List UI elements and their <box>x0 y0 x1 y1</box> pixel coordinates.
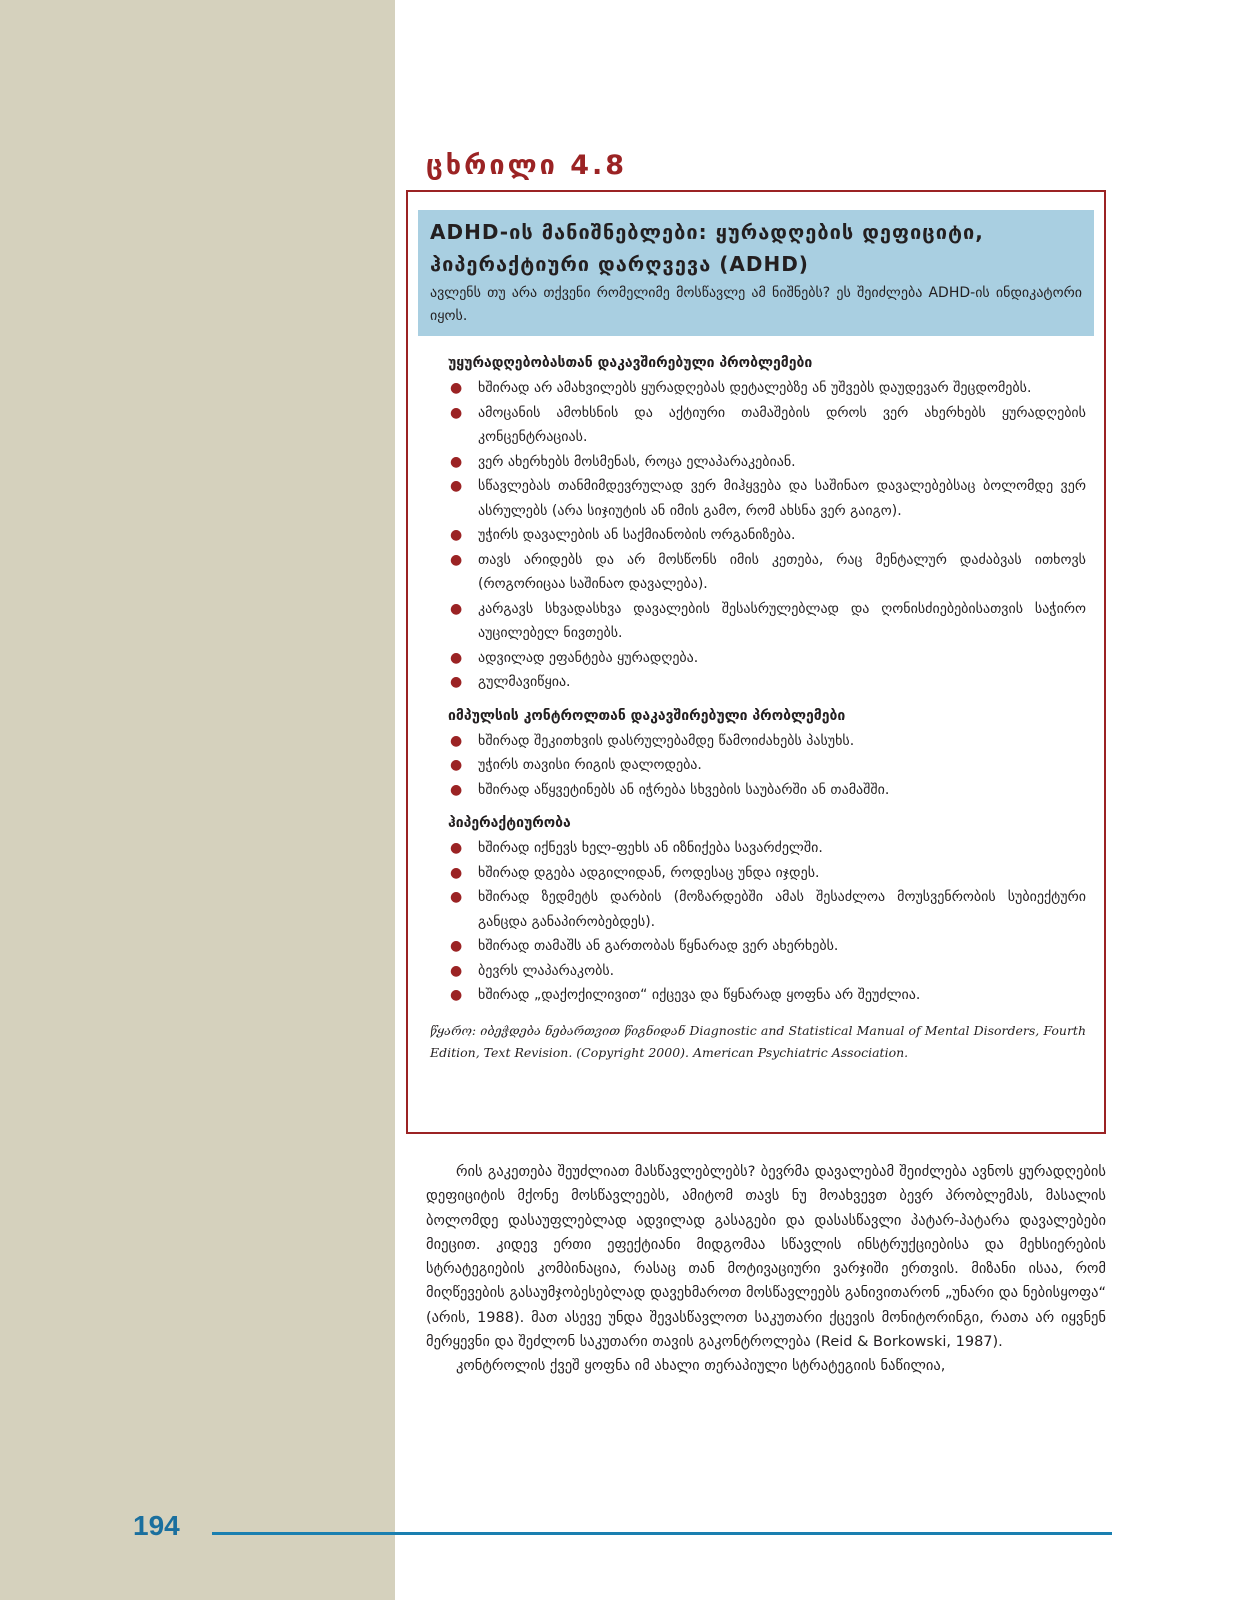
list-item <box>430 934 1086 959</box>
table-title: ADHD-ის მანიშნებლები: ყურადღების დეფიციტი, ჰიპერაქტიური დარღვევა (ADHD) <box>430 220 984 276</box>
bullet-icon: ● <box>450 478 463 494</box>
bullet-icon: ● <box>450 649 463 666</box>
list-item <box>430 983 1086 1008</box>
side-band <box>0 0 395 1600</box>
list-item-text: უჭირს დავალების ან საქმიანობის ორგანიზება. <box>478 527 796 543</box>
list-item <box>430 836 1086 861</box>
item-list <box>430 836 1086 1008</box>
section-inattention <box>430 352 1086 695</box>
bullet-icon: ● <box>450 840 463 856</box>
bullet-icon: ● <box>450 404 463 421</box>
list-item <box>430 885 1086 934</box>
source-note: წყარო: იბეჭდება ნებართვით წიგნიდან Diagnostic and Statistical Manual of Mental Disorders, Fourth Edition, Text Revision. (Copyright 2000). American Psychiatric Association. <box>430 1022 1086 1060</box>
bullet-icon: ● <box>450 889 463 905</box>
list-item-text: ხშირად იქნევს ხელ-ფეხს ან იზნიქება სავარძელში. <box>478 840 823 856</box>
list-item-text: ბევრს ლაპარაკობს. <box>478 962 615 979</box>
section-heading: ჰიპერაქტიურობა <box>448 815 571 831</box>
list-item <box>430 729 1086 754</box>
list-item <box>430 548 1086 597</box>
list-item <box>430 450 1086 475</box>
list-item-text: ხშირად შეკითხვის დასრულებამდე წამოიძახებს პასუხს. <box>478 732 855 749</box>
list-item <box>430 523 1086 548</box>
list-item-text: ამოცანის ამოხსნის და აქტიური თამაშების დროს ვერ ახერხებს ყურადღების კონცენტრაციას. <box>478 404 1086 445</box>
list-item <box>430 646 1086 671</box>
section-hyperactivity <box>430 812 1086 1008</box>
bullet-icon: ● <box>450 600 463 617</box>
list-item-text: ხშირად დგება ადგილიდან, როდესაც უნდა იჯდეს. <box>478 864 820 881</box>
bullet-icon: ● <box>450 732 463 749</box>
section-heading: იმპულსის კონტროლთან დაკავშირებული პრობლემები <box>448 707 846 724</box>
bullet-icon: ● <box>450 757 463 773</box>
bullet-icon: ● <box>450 781 463 798</box>
table-box <box>406 190 1106 1134</box>
list-item <box>430 474 1086 523</box>
list-item <box>430 670 1086 695</box>
bullet-icon: ● <box>450 674 463 690</box>
item-list <box>430 376 1086 695</box>
list-item <box>430 597 1086 646</box>
table-subtitle: ავლენს თუ არა თქვენი რომელიმე მოსწავლე ამ ნიშნებს? ეს შეიძლება ADHD-ის ინდიკატორი იყოს. <box>430 285 1082 324</box>
list-item-text: კარგავს სხვადასხვა დავალების შესასრულებლად და ღონისძიებებისათვის საჭირო აუცილებელ ნივთებს. <box>478 600 1086 641</box>
footer-rule <box>212 1532 1112 1535</box>
list-item <box>430 861 1086 886</box>
list-item-text: ხშირად ზედმეტს დარბის (მოზარდებში ამას შესაძლოა მოუსვენრობის სუბიექტური განცდა განაპირობებდეს). <box>478 889 1086 930</box>
list-item-text: ხშირად „დაქოქილივით“ იქცევა და წყნარად ყოფნა არ შეუძლია. <box>478 987 921 1003</box>
bullet-icon: ● <box>450 551 463 568</box>
table-header <box>418 210 1094 336</box>
list-item-text: ვერ ახერხებს მოსმენას, როცა ელაპარაკებიან. <box>478 453 796 470</box>
bullet-icon: ● <box>450 938 463 954</box>
bullet-icon: ● <box>450 864 463 881</box>
bullet-icon: ● <box>450 962 463 979</box>
bullet-icon: ● <box>450 380 463 396</box>
item-list <box>430 729 1086 803</box>
table-label: ცხრილი 4.8 <box>426 150 628 181</box>
list-item-text: უჭირს თავისი რიგის დალოდება. <box>478 757 702 773</box>
list-item <box>430 376 1086 401</box>
section-heading: უყურადღებობასთან დაკავშირებული პრობლემები <box>448 355 813 371</box>
list-item <box>430 778 1086 803</box>
list-item-text: ხშირად თამაშს ან გართობას წყნარად ვერ ახერხებს. <box>478 938 839 954</box>
list-item-text: ადვილად ეფანტება ყურადღება. <box>478 649 699 666</box>
page-number: 194 <box>133 1510 180 1541</box>
paragraph: კონტროლის ქვეშ ყოფნა იმ ახალი თერაპიული სტრატეგიის ნაწილია, <box>456 1358 946 1375</box>
list-item-text: ხშირად აწყვეტინებს ან იჭრება სხვების საუბარში ან თამაშში. <box>478 781 890 798</box>
list-item-text: თავს არიდებს და არ მოსწონს იმის კეთება, რაც მენტალურ დაძაბვას ითხოვს (როგორიცაა საშინაო დავალება). <box>478 551 1086 592</box>
body-text <box>426 1160 1106 1379</box>
bullet-icon: ● <box>450 453 463 470</box>
list-item-text: გულმავიწყია. <box>478 674 571 690</box>
bullet-icon: ● <box>450 527 463 543</box>
list-item <box>430 959 1086 984</box>
list-item <box>430 401 1086 450</box>
list-item-text: სწავლებას თანმიმდევრულად ვერ მიჰყვება და საშინაო დავალებებსაც ბოლომდე ვერ ასრულებს (არა სიჯიუტის ან იმის გამო, რომ ახსნა ვერ გაიგო). <box>478 478 1086 519</box>
list-item-text: ხშირად არ ამახვილებს ყურადღებას დეტალებზე ან უშვებს დაუდევარ შეცდომებს. <box>478 380 1032 396</box>
bullet-icon: ● <box>450 987 463 1003</box>
section-impulse-control <box>430 705 1086 803</box>
paragraph: რის გაკეთება შეუძლიათ მასწავლებლებს? ბევრმა დავალებამ შეიძლება ავნოს ყურადღების დეფიციტის მქონე მოსწავლეებს, ამიტომ თავს ნუ მოახვევთ ბევრ პრობლემას, მასალის ბოლომდე დასაუფლებლად ადვილად გასაგები და დასასწავლი პატარ-პატარა დავალებები მიეცით. კიდევ ერთი ეფექტიანი მიდგომაა სწავლის ინსტრუქციებისა და მეხსიერების სტრატეგიების კომბინაცია, რასაც თან მოტივაციური ვარჯიში ერთვის. მიზანი ისაა, რომ მიღწევების გასაუმჯობესებლად დავეხმაროთ მოსწავლეებს განივითარონ „უნარი და ნებისყოფა“ (არის, 1988). მათ ასევე უნდა შევასწავლოთ საკუთარი ქცევის მონიტორინგი, რათა არ იყვნენ მერყევნი და შეძლონ საკუთარი თავის გაკონტროლება (Reid & Borkowski, 1987). <box>426 1164 1106 1351</box>
table-body <box>430 352 1086 1064</box>
list-item <box>430 753 1086 778</box>
